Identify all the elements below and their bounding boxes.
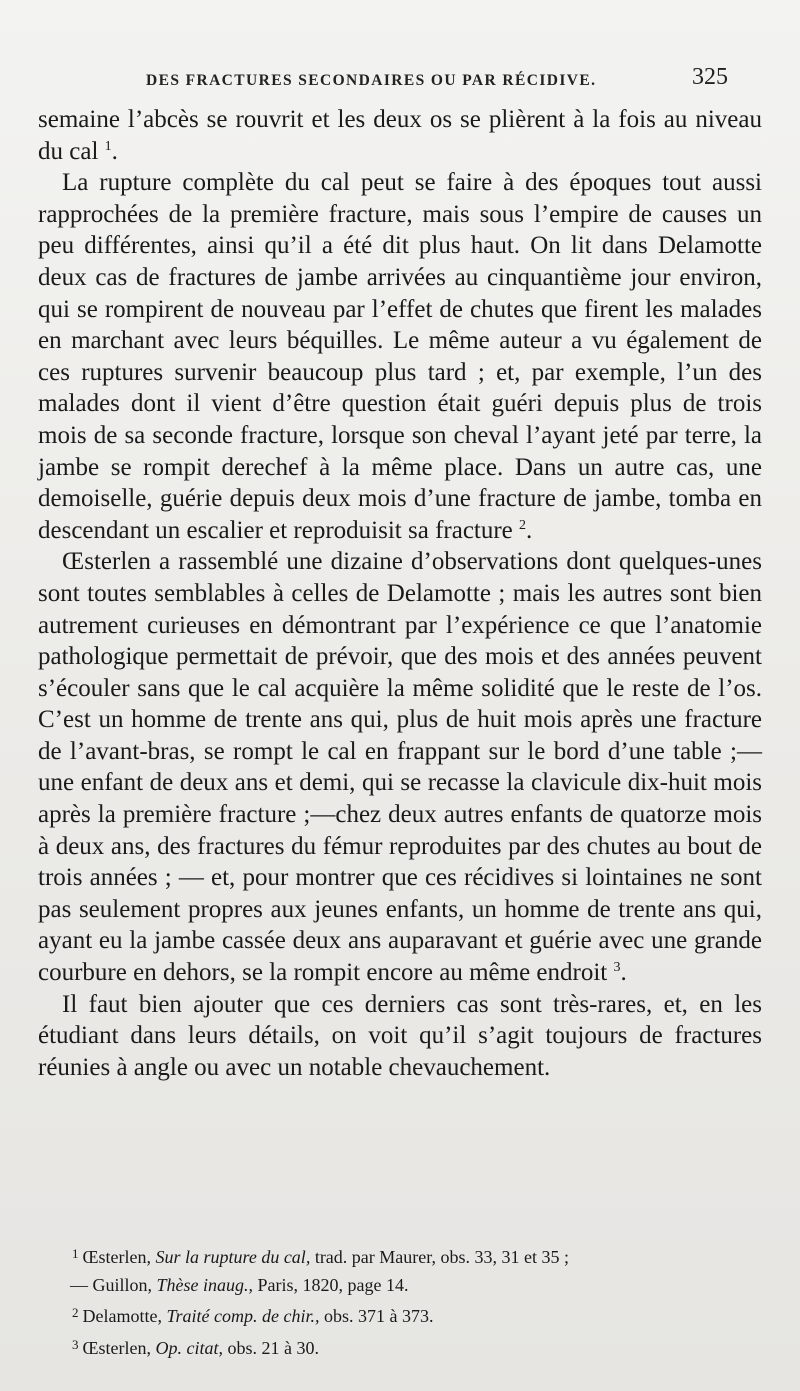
footnote-2 (72, 1299, 772, 1331)
footnote-number: 3 (72, 1336, 79, 1352)
paragraph-2: La rupture complète du cal peut se faire à des époques tout aussi rapprochées de la première fracture, mais sous l’empire de causes un peu différentes, ainsi qu’il a été dit plus haut. On lit dans Delamotte deux cas de fractures de jambe arrivées au cinquantième jour environ, qui se rompirent de nouveau par l’effet de chutes que firent les malades en marchant avec leurs béquilles. Le même auteur a vu également de ces ruptures survenir beaucoup plus tard ; et, par exemple, l’un des malades dont il vient d’être question était guéri depuis plus de trois mois de sa seconde fracture, lorsque son cheval l’ayant jeté par terre, la jambe se rompit derechef à la même place. Dans un autre cas, une demoiselle, guérie depuis deux mois d’une fracture de jambe, tomba en descendant un escalier et reproduisit sa fracture $^2$. (38, 169, 762, 544)
paragraph-4-text: Il faut bien ajouter que ces derniers cas sont très-rares, et, en les étudiant dans leurs détails, on voit qu’il s’agit toujours de fractures réunies à angle ou avec un notable chevauchement. (38, 990, 762, 1081)
footnote-3 (72, 1331, 772, 1363)
paragraph-3-text: Œsterlen a rassemblé une dizaine d’observations dont quelques-unes sont toutes semblables à celles de Delamotte ; mais les autres sont bien autrement curieuses en démontrant par l’expérience ce que l’anatomie pathologique permettait de prévoir, que des mois et des années peuvent s’écouler sans que le cal acquière la même solidité que le reste de l’os. C’est un homme de trente ans qui, plus de huit mois après une fracture de l’avant-bras, se rompt le cal en frappant sur le bord d’une table ;—une enfant de deux ans et demi, qui se recasse la clavicule dix-huit mois après la première fracture ;—chez deux autres enfants de quatorze mois à deux ans, des fractures du fémur reproduites par des chutes au bout de trois années ; — et, pour montrer que ces récidives si lointaines ne sont pas seulement propres aux jeunes enfants, un homme de trente ans qui, ayant eu la jambe cassée deux ans auparavant et guérie avec une grande courbure en dehors, se la rompit encore au même endroit (38, 548, 762, 987)
footnote-rest: trad. par Maurer, obs. 33, 31 et 35 ; (314, 1247, 570, 1267)
footnote-title: Sur la rupture du cal, (155, 1247, 311, 1267)
footnote-title: Thèse inaug., (156, 1274, 254, 1295)
footnote-author: — Guillon, (70, 1274, 153, 1295)
footnote-rest: obs. 371 à 373. (323, 1306, 434, 1326)
footnote-rest: obs. 21 à 30. (227, 1337, 319, 1358)
footnote-title: Op. citat, (155, 1337, 223, 1358)
footnote-1-cont (70, 1272, 772, 1300)
footnote-number: 1 (72, 1246, 79, 1261)
footnotes (72, 1240, 772, 1362)
page-header (38, 62, 728, 98)
paragraph-2-text: La rupture complète du cal peut se faire à des époques tout aussi rapprochées de la première fracture, mais sous l’empire de causes un peu différentes, ainsi qu’il a été dit plus haut. On lit dans Delamotte deux cas de fractures de jambe arrivées au cinquantième jour environ, qui se rompirent de nouveau par l’effet de chutes que firent les malades en marchant avec leurs béquilles. Le même auteur a vu également de ces ruptures survenir beaucoup plus tard ; et, par exemple, l’un des malades dont il vient d’être question était guéri depuis plus de trois mois de sa seconde fracture, lorsque son cheval l’ayant jeté par terre, la jambe se rompit derechef à la même place. Dans un autre cas, une demoiselle, guérie depuis deux mois d’une fracture de jambe, tomba en descendant un escalier et reproduisit sa fracture (38, 169, 762, 544)
body-text (38, 104, 762, 1083)
paragraph-4 (38, 989, 762, 1084)
footnote-number: 2 (72, 1305, 79, 1320)
footnote-1 (72, 1240, 772, 1272)
paragraph-1-text: semaine l’abcès se rouvrit et les deux os se plièrent à la fois au niveau du cal (38, 106, 762, 165)
paragraph-3: Œsterlen a rassemblé une dizaine d’observations dont quelques-unes sont toutes semblables à celles de Delamotte ; mais les autres sont bien autrement curieuses en démontrant par l’expérience ce que l’anatomie pathologique permettait de prévoir, que des mois et des années peuvent s’écouler sans que le cal acquière la même solidité que le reste de l’os. C’est un homme de trente ans qui, plus de huit mois après une fracture de l’avant-bras, se rompt le cal en frappant sur le bord d’une table ;—une enfant de deux ans et demi, qui se recasse la clavicule dix-huit mois après la première fracture ;—chez deux autres enfants de quatorze mois à deux ans, des fractures du fémur reproduites par des chutes au bout de trois années ; — et, pour montrer que ces récidives si lointaines ne sont pas seulement propres aux jeunes enfants, un homme de trente ans qui, ayant eu la jambe cassée deux ans auparavant et guérie avec une grande courbure en dehors, se la rompit encore au même endroit $^3$. (38, 548, 762, 987)
footnote-rest: Paris, 1820, page 14. (257, 1274, 409, 1295)
footnote-author: Œsterlen, (82, 1337, 151, 1358)
note-ref-1: 1 (104, 138, 112, 154)
paragraph-1: semaine l’abcès se rouvrit et les deux os se plièrent à la fois au niveau du cal $^1$. (38, 106, 762, 165)
note-ref-3: 3 (613, 960, 621, 976)
footnote-author: Œsterlen, (82, 1247, 151, 1267)
note-ref-2: 2 (519, 517, 527, 533)
running-head: DES FRACTURES SECONDAIRES OU PAR RÉCIDIVE. (146, 72, 597, 89)
footnote-title: Traité comp. de chir., (166, 1306, 320, 1326)
footnote-author: Delamotte, (82, 1306, 162, 1326)
page-number: 325 (692, 64, 728, 90)
